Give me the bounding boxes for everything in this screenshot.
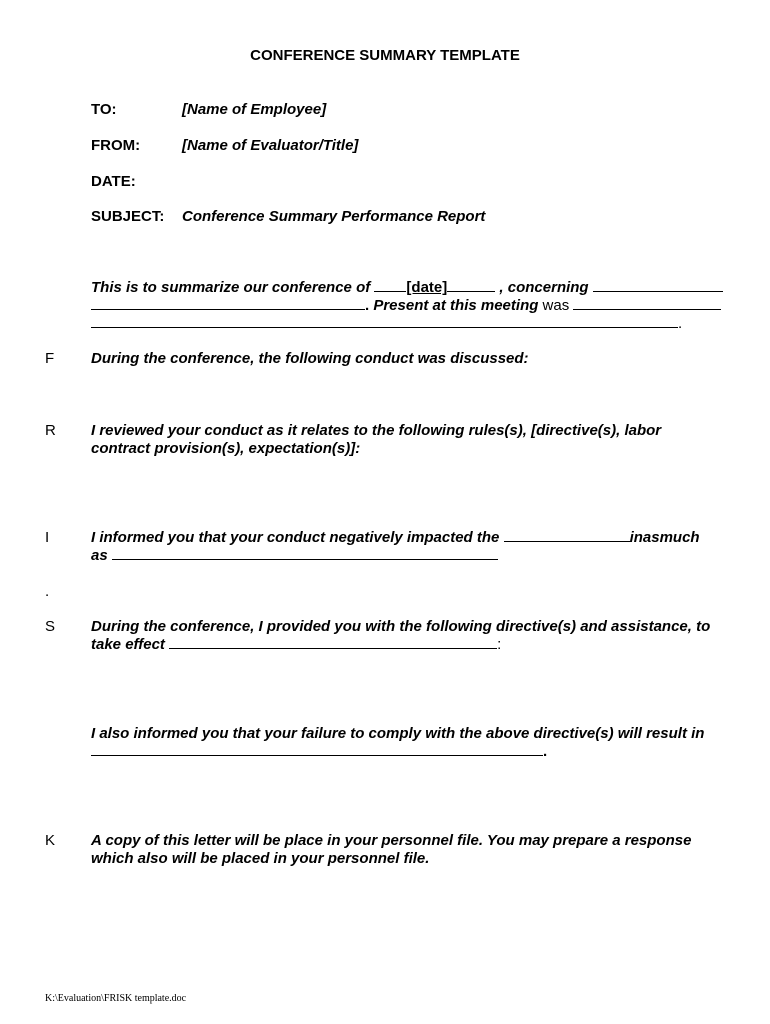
i-line-1	[91, 529, 700, 546]
blank-line	[573, 308, 721, 310]
failure-line-1: I also informed you that your failure to comply with the above directive(s) will result in	[91, 725, 705, 742]
s-line-2: take effect :	[91, 636, 502, 653]
blank-line	[112, 558, 498, 560]
blank-line	[447, 290, 495, 292]
i-text-as: as	[91, 547, 112, 564]
section-letter-k: K	[45, 832, 56, 849]
k-line-2: which also will be placed in your personnel file.	[91, 850, 430, 867]
intro-line-3: .	[91, 315, 682, 332]
date-label: DATE:	[91, 173, 136, 190]
s-text-take: take effect	[91, 636, 170, 653]
subject-value: Conference Summary Performance Report	[182, 208, 486, 225]
section-letter-r: R	[45, 422, 56, 439]
blank-line	[593, 290, 723, 292]
section-letter-s: S	[45, 618, 56, 635]
i-line-2	[91, 547, 498, 564]
concerning-text: , concerning	[495, 279, 593, 296]
blank-line	[91, 308, 365, 310]
failure-line-2: .	[91, 743, 547, 760]
stray-dot: .	[45, 583, 50, 600]
intro-line-2: . Present at this meeting was	[91, 297, 721, 314]
from-label: FROM:	[91, 137, 141, 154]
f-text: During the conference, the following conduct was discussed:	[91, 350, 529, 367]
intro-text: This is to summarize our conference of	[91, 279, 375, 296]
subject-label: SUBJECT:	[91, 208, 165, 225]
blank-line	[374, 290, 406, 292]
r-line-1: I reviewed your conduct as it relates to the following rules(s), [directive(s), labor	[91, 422, 662, 439]
blank-line	[169, 647, 497, 649]
intro-line-1	[91, 279, 723, 296]
page-title: CONFERENCE SUMMARY TEMPLATE	[250, 47, 520, 64]
r-line-2: contract provision(s), expectation(s)]:	[91, 440, 361, 457]
present-text: Present at this meeting	[373, 297, 539, 314]
section-letter-i: I	[45, 529, 50, 546]
to-label: TO:	[91, 101, 117, 118]
s-line-1: During the conference, I provided you with the following directive(s) and assistance, to	[91, 618, 711, 635]
blank-line	[504, 540, 630, 542]
section-letter-f: F	[45, 350, 55, 367]
file-path-footer: K:\Evaluation\FRISK template.doc	[45, 993, 187, 1004]
date-placeholder: [date]	[406, 279, 448, 296]
k-line-1: A copy of this letter will be place in your personnel file. You may prepare a response	[91, 832, 692, 849]
was-text: was	[538, 297, 574, 314]
to-value: [Name of Employee]	[182, 101, 327, 118]
blank-line	[91, 326, 678, 328]
from-value: [Name of Evaluator/Title]	[182, 137, 359, 154]
blank-line	[91, 754, 543, 756]
i-text-b: inasmuch	[629, 529, 700, 546]
i-text-a: I informed you that your conduct negatively impacted the	[91, 529, 504, 546]
